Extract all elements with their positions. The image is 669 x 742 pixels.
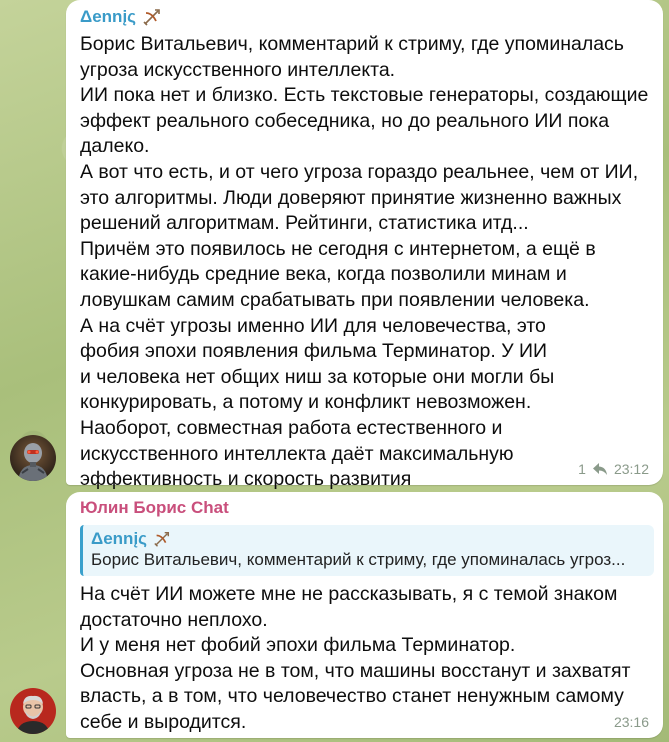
message-paragraph: А вот что есть, и от чего угроза гораздо реальнее, чем от ИИ, это алгоритмы. Люди доверяют принятие жизненно важных решений алгоритмам. Рейтинги, статистика итд... <box>80 160 639 235</box>
message-paragraph: ИИ пока нет и близко. Есть текстовые генераторы, создающие эффект реального собеседника, но до реального ИИ пока далеко. <box>80 84 649 158</box>
message-paragraph: Основная угроза не в том, что машины восстанут и захватят власть, а в том, что человечество станет ненужным самому себе и выродится. <box>80 659 631 733</box>
reply-text: Борис Витальевич, комментарий к стриму, где упоминалась угроз... <box>91 550 626 569</box>
sender-name[interactable] <box>80 6 649 28</box>
message-time: 23:16 <box>613 714 649 730</box>
message-paragraph: А на счёт угрозы именно ИИ для человечества, это фобия эпохи появления фильма Терминатор. У ИИ и человека нет общих ниш за которые они могли бы конкурировать, а потому и конфликт невозможен. Наоборот, совместная работа естественного и искусственного интеллекта даёт максимальную эффективность и скорость развития <box>80 314 555 491</box>
message-bubble-1[interactable] <box>66 0 663 491</box>
message-meta <box>614 714 649 730</box>
message-paragraph: И у меня нет фобий эпохи фильма Терминатор. <box>80 634 516 657</box>
reply-arrow-icon[interactable] <box>592 462 608 476</box>
reply-preview[interactable] <box>80 525 654 576</box>
message-paragraph: Причём это появилось не сегодня с интернетом, а ещё в какие-нибудь средние века, когда позволили минам и ловушкам самим срабатывать при появлении человека. <box>80 237 596 311</box>
avatar[interactable] <box>10 435 56 481</box>
message-meta <box>578 461 649 477</box>
sender-name[interactable] <box>80 497 654 519</box>
robot-avatar-icon <box>10 435 56 481</box>
bow-arrow-icon <box>153 530 171 548</box>
sender-name-text: Юлин Борис Chat <box>80 498 229 517</box>
sender-name-text: Δennįς <box>80 7 137 26</box>
message-bubble-2[interactable] <box>66 492 663 738</box>
message-time: 23:12 <box>613 461 649 477</box>
message-paragraph: Борис Витальевич, комментарий к стриму, где упоминалась угроза искусственного интеллекта. <box>80 33 624 81</box>
reply-sender-name <box>91 529 646 549</box>
user-avatar-icon <box>10 688 56 734</box>
reply-sender-name-text: Δennįς <box>91 529 148 548</box>
avatar[interactable] <box>10 688 56 734</box>
replies-count[interactable]: 1 <box>578 461 586 477</box>
message-text <box>80 582 654 736</box>
bow-arrow-icon <box>142 7 162 27</box>
message-paragraph: На счёт ИИ можете мне не рассказывать, я с темой знаком достаточно неплохо. <box>80 583 618 631</box>
message-text <box>80 32 649 493</box>
